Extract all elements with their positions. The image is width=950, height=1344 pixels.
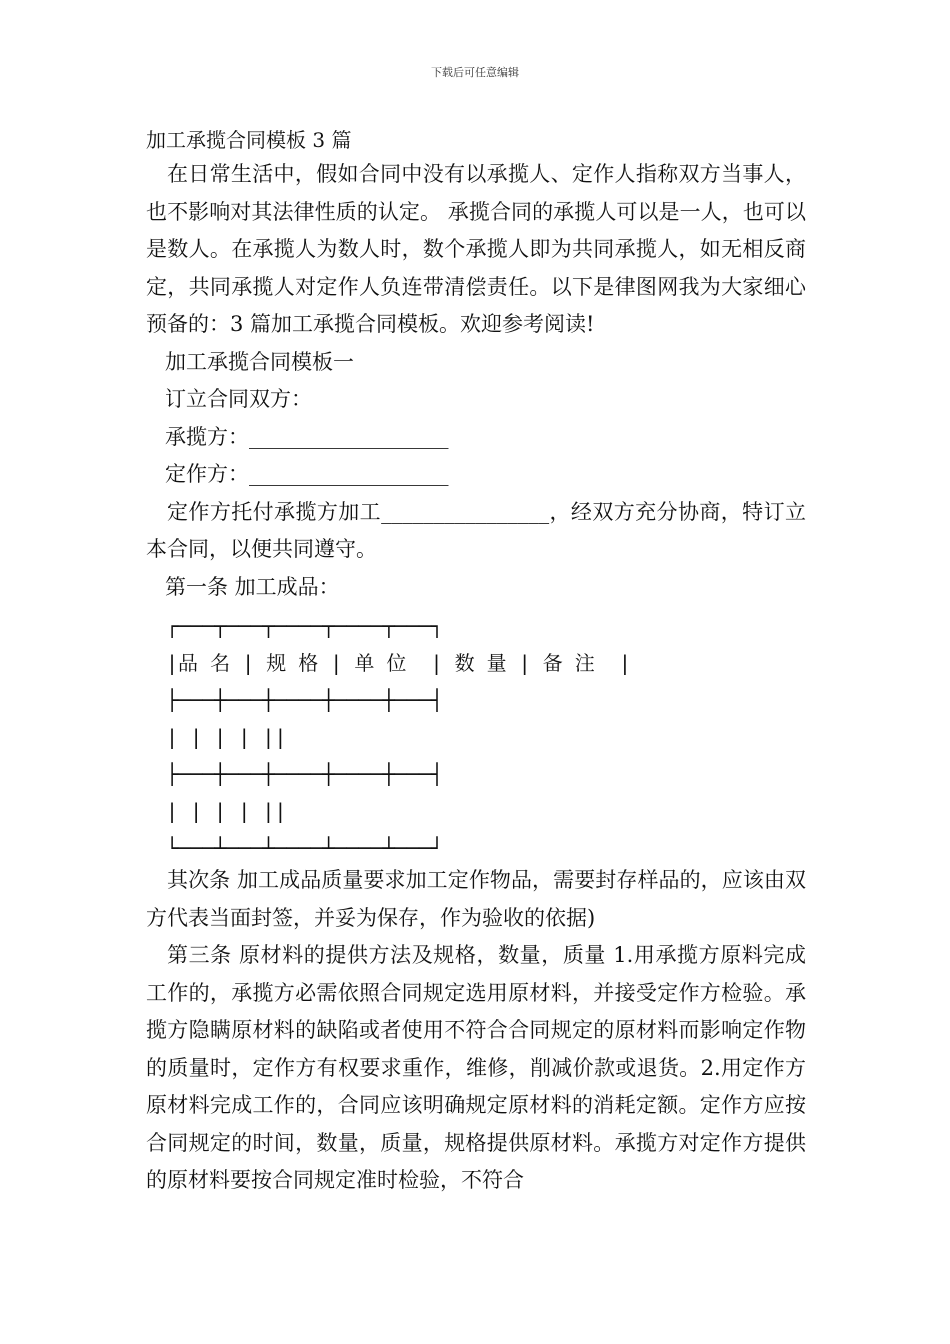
product-table xyxy=(166,608,631,867)
page-header: 下载后可任意编辑 xyxy=(431,66,519,79)
orderer-line: 定作方：___________________ xyxy=(165,462,449,486)
entrust-paragraph: 定作方托付承揽方加工________________，经双方充分协商，特订立本合同，以便共同遵守。 xyxy=(146,499,806,561)
parties-label: 订立合同双方： xyxy=(165,387,312,411)
table-separator: ├───┼───┼────┼────┼───┤ xyxy=(166,762,443,786)
document-title: 加工承揽合同模板 3 篇 xyxy=(146,128,352,152)
article-3: 第三条 原材料的提供方法及规格，数量，质量 1.用承揽方原料完成工作的，承揽方必需依照合同规定选用原材料，并接受定作方检验。承揽方隐瞒原材料的缺陷或者使用不符合合同规定的原材料而影响定作物的质量时，定作方有权要求重作，维修，削减价款或退货。2.用定作方原材料完成工作的，合同应该明确规定原材料的消耗定额。定作方应按合同规定的时间，数量，质量，规格提供原材料。承揽方对定作方提供的原材料要按合同规定准时检验，不符合 xyxy=(146,943,806,1192)
document-body xyxy=(146,156,806,606)
table-top-border: ┌───┬───┬────┬────┬───┐ xyxy=(166,614,443,638)
table-row: | | | | || xyxy=(166,799,287,823)
article-1: 第一条 加工成品： xyxy=(165,574,340,599)
table-row: | | | | || xyxy=(166,725,287,749)
contractor-line: 承揽方：___________________ xyxy=(165,424,449,449)
table-separator: ├───┼───┼────┼────┼───┤ xyxy=(166,688,443,712)
document-body-continued xyxy=(146,862,806,1200)
section-title: 加工承揽合同模板一 xyxy=(165,349,354,374)
article-2: 其次条 加工成品质量要求加工定作物品，需要封存样品的，应该由双方代表当面封签，并妥为保存，作为验收的依据) xyxy=(146,868,806,930)
intro-paragraph: 在日常生活中，假如合同中没有以承揽人、定作人指称双方当事人，也不影响对其法律性质的认定。 承揽合同的承揽人可以是一人，也可以是数人。在承揽人为数人时，数个承揽人即为共同承揽人，如无相反商定，共同承揽人对定作人负连带清偿责任。以下是律图网我为大家细心预备的：3 篇加工承揽合同模板。欢迎参考阅读! xyxy=(146,162,806,336)
table-bottom-border: └───┴───┴────┴────┴───┘ xyxy=(166,836,443,860)
table-header-row: |品 名 | 规 格 | 单 位 | 数 量 | 备 注 | xyxy=(166,651,631,675)
